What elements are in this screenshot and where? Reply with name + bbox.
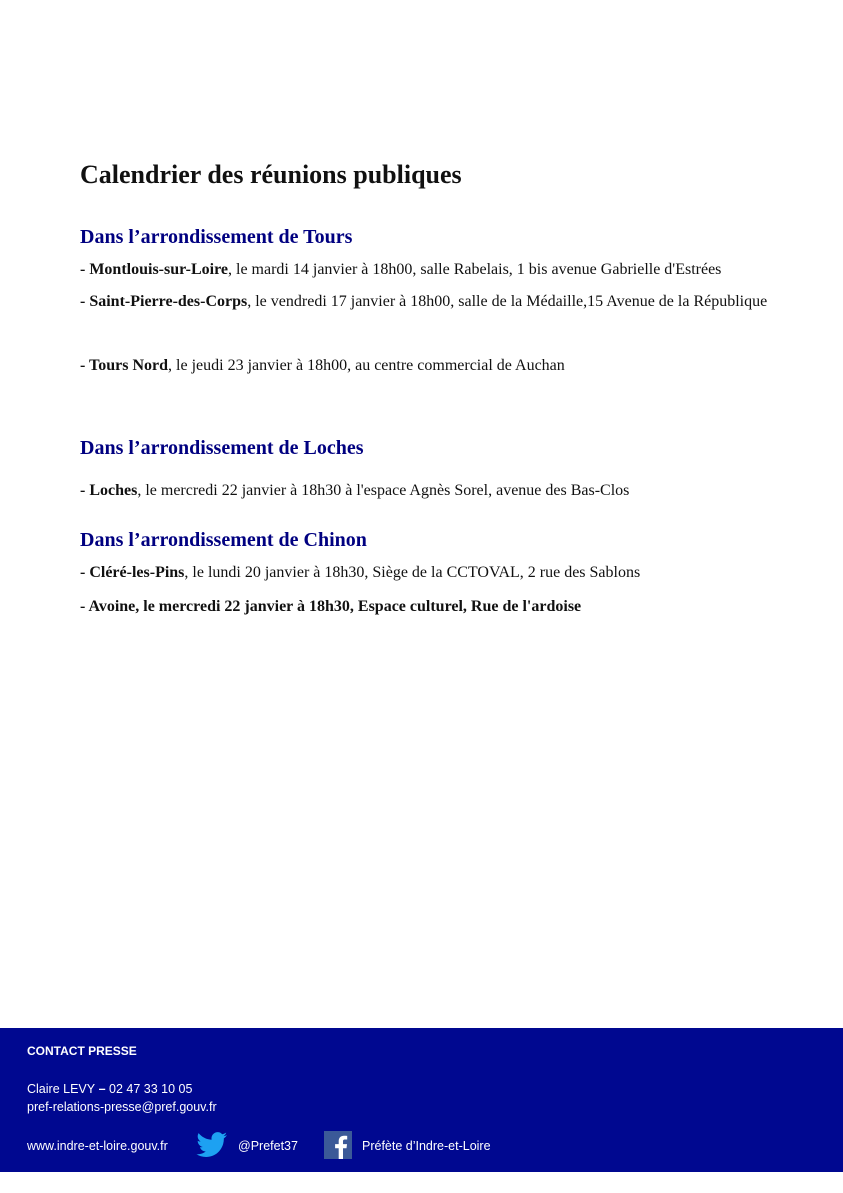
meeting-place: - Montlouis-sur-Loire bbox=[80, 261, 228, 278]
meeting-entry-clere-les-pins bbox=[80, 557, 770, 588]
facebook-link[interactable] bbox=[324, 1132, 491, 1160]
meeting-entry-loches bbox=[80, 475, 770, 506]
page-title: Calendrier des réunions publiques bbox=[80, 160, 462, 189]
twitter-handle: @Prefet37 bbox=[238, 1139, 298, 1153]
meeting-place: - Avoine, le mercredi 22 janvier à 18h30, Espace culturel, Rue de l'ardoise bbox=[80, 598, 582, 615]
facebook-page-name: Préfète d’Indre-et-Loire bbox=[362, 1139, 491, 1153]
section-heading-chinon: Dans l’arrondissement de Chinon bbox=[80, 529, 367, 551]
meeting-place: - Saint-Pierre-des-Corps bbox=[80, 293, 248, 310]
section-heading-tours: Dans l’arrondissement de Tours bbox=[80, 226, 353, 248]
meeting-details: , le jeudi 23 janvier à 18h00, au centre commercial de Auchan bbox=[168, 357, 565, 374]
contact-separator: – bbox=[95, 1082, 109, 1096]
meeting-place: - Tours Nord bbox=[80, 357, 169, 374]
website-link[interactable]: www.indre-et-loire.gouv.fr bbox=[27, 1139, 168, 1153]
meeting-details: , le vendredi 17 janvier à 18h00, salle de la Médaille,15 Avenue de la République bbox=[247, 293, 768, 310]
meeting-entry-tours-nord bbox=[80, 350, 770, 381]
meeting-details: , le lundi 20 janvier à 18h30, Siège de la CCTOVAL, 2 rue des Sablons bbox=[184, 564, 641, 581]
meeting-place: - Cléré-les-Pins bbox=[80, 564, 185, 581]
meeting-place: - Loches bbox=[80, 482, 138, 499]
contact-name: Claire LEVY bbox=[27, 1082, 96, 1096]
press-contact-footer bbox=[0, 1028, 843, 1172]
contact-phone: 02 47 33 10 05 bbox=[109, 1082, 193, 1096]
facebook-icon bbox=[324, 1131, 352, 1162]
contact-line bbox=[27, 1082, 192, 1096]
section-heading-loches: Dans l’arrondissement de Loches bbox=[80, 437, 364, 459]
meeting-entry-avoine bbox=[80, 591, 770, 622]
twitter-link[interactable] bbox=[196, 1132, 298, 1160]
meeting-entry-montlouis bbox=[80, 254, 770, 285]
meeting-details: , le mardi 14 janvier à 18h00, salle Rabelais, 1 bis avenue Gabrielle d'Estrées bbox=[228, 261, 722, 278]
twitter-icon bbox=[196, 1132, 228, 1161]
meeting-details: , le mercredi 22 janvier à 18h30 à l'espace Agnès Sorel, avenue des Bas-Clos bbox=[137, 482, 630, 499]
contact-email[interactable]: pref-relations-presse@pref.gouv.fr bbox=[27, 1100, 217, 1114]
contact-label: CONTACT PRESSE bbox=[27, 1044, 137, 1058]
meeting-entry-saint-pierre bbox=[80, 286, 770, 317]
